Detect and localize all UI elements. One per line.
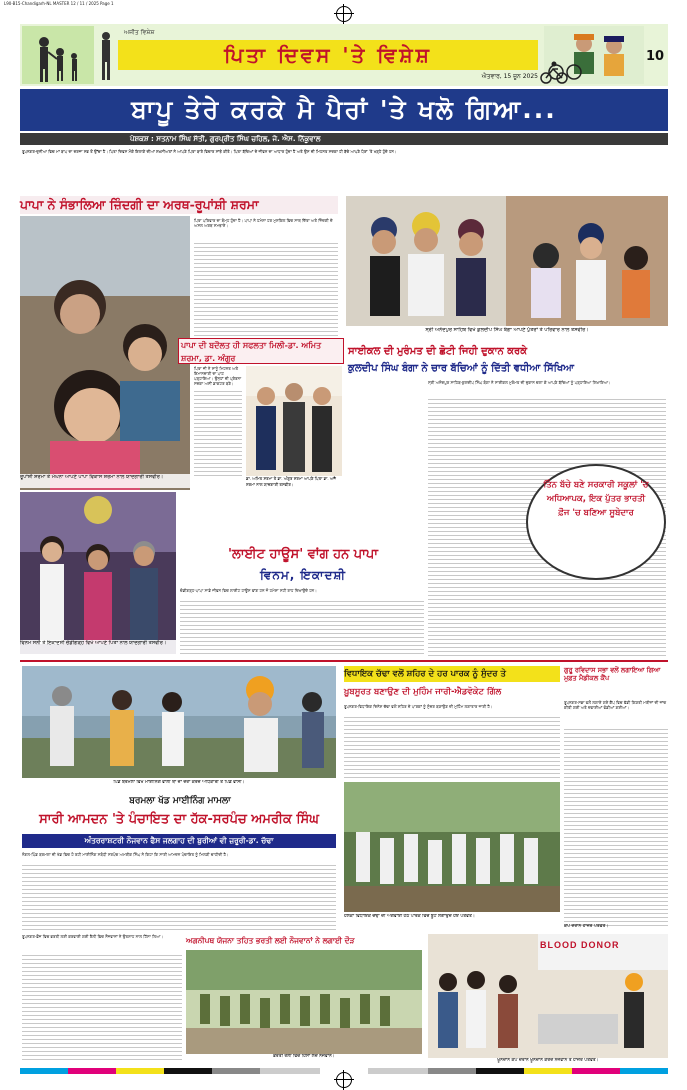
amit-story-body: ਪਿਤਾ ਜੀ ਨੇ ਸਾਨੂੰ ਮਿਹਨਤ ਅਤੇ ਇਮਾਨਦਾਰੀ ਦਾ ਪਾਠ ਪੜ੍ਹਾਇਆ। ਉਨ੍ਹਾਂ ਦੀ ਪ੍ਰੇਰਨਾ ਸਦਕਾ ਅਸੀਂ ਡਾਕਟਰ ਬਣੇ।	[194, 366, 242, 386]
cycle-story-callout-text: ਤਿੰਨ ਬੱਚੇ ਬਣੇ ਸਰਕਾਰੀ ਸਕੂਲਾਂ 'ਚ ਅਧਿਆਪਕ, ਇਕ ਪੁੱਤਰ ਭਾਰਤੀ ਫ਼ੌਜ 'ਚ ਬਣਿਆ ਸੂਬੇਦਾਰ	[543, 480, 649, 518]
chadha-story-caption: ਹਲਕਾ ਵਿਧਾਇਕ ਚੱਢਾ ਦੀ ਅਗਵਾਈ ਹੇਠ ਪਾਰਕ ਵਿਚ ਬੂਟੇ ਲਗਾਉਂਦੇ ਹੋਏ ਪਤਵੰਤੇ।	[344, 914, 475, 919]
cycle-story-headline-2: ਕੁਲਦੀਪ ਸਿੰਘ ਬੰਗਾ ਨੇ ਚਾਰ ਬੱਚਿਆਂ ਨੂੰ ਦਿੱਤੀ ਵਧੀਆ ਸਿੱਖਿਆ	[348, 363, 575, 374]
banner-headline: ਬਾਪੂ ਤੇਰੇ ਕਰਕੇ ਮੈ ਪੈਰਾਂ 'ਤੇ ਖਲੋ ਗਿਆ...	[131, 95, 557, 124]
chadha-story-headline-2: ਖ਼ੂਬਸੂਰਤ ਬਣਾਉਣ ਦੀ ਮੁਹਿੰਮ ਜਾਰੀ-ਐਡਵੋਕੇਟ ਗਿੱਲ	[344, 687, 502, 697]
section-divider	[20, 660, 668, 662]
mining-story-photo-caption: ਪਿੰਡ ਬਰਮਲਾ ਵਿਖੇ ਮਾਈਨਿੰਗ ਵਾਲੀ ਥਾਂ ਦਾ ਦੌਰਾ ਕਰਦੇ ਅਧਿਕਾਰੀ ਤੇ ਪਿੰਡ ਵਾਸੀ।	[113, 780, 245, 785]
mining-story-body: ਨੰਗਲ-ਪਿੰਡ ਬਰਮਲਾ ਦੀ ਖੱਡ ਵਿਚ ਹੋ ਰਹੀ ਮਾਈਨਿੰਗ ਸਬੰਧੀ ਸਰਪੰਚ ਅਮਰੀਕ ਸਿੰਘ ਨੇ ਕਿਹਾ ਕਿ ਸਾਰੀ ਆਮਦਨ ਪੰਚਾਇਤ ਨੂੰ ਮਿਲਣੀ ਚਾਹੀਦੀ ਹੈ।	[22, 852, 229, 857]
color-bar-icon	[20, 1068, 320, 1074]
right-column-body: ਰੂਪਨਗਰ-ਸਭਾ ਵਲੋਂ ਲਗਾਏ ਗਏ ਕੈਂਪ ਵਿਚ ਵੱਡੀ ਗਿਣਤੀ ਮਰੀਜ਼ਾਂ ਦੀ ਜਾਂਚ ਕੀਤੀ ਗਈ ਅਤੇ ਦਵਾਈਆਂ ਵੰਡੀਆਂ ਗਈਆਂ।	[564, 700, 667, 710]
mining-story-kicker: ਬਰਮਲਾ ਖੱਡ ਮਾਈਨਿੰਗ ਮਾਮਲਾ	[129, 796, 231, 806]
top-right-family-photo	[346, 196, 668, 326]
registration-mark-icon	[336, 6, 352, 22]
intro-text: ਰੂਪਨਗਰ-ਦੁਨੀਆ ਵਿਚ ਮਾਂ ਬਾਪ ਦਾ ਦਰਜਾ ਸਭ ਤੋਂ ਉੱਚਾ ਹੈ। ਪਿਤਾ ਦਿਵਸ ਮੌਕੇ ਇਲਾਕੇ ਦੀਆਂ ਸ਼ਖ਼ਸੀਅਤਾਂ ਨੇ ਆਪਣੇ ਪਿਤਾ ਬਾਰੇ ਵਿਚਾਰ ਸਾਂਝੇ ਕੀਤੇ। ਪਿਤਾ ਬੱਚਿਆਂ ਦੇ ਜੀਵਨ ਦਾ ਆਧਾਰ ਹੁੰਦਾ ਹੈ ਅਤੇ ਉਸ ਦੀ ਮਿਹਨਤ ਸਦਕਾ ਹੀ ਬੱਚੇ ਆਪਣੇ ਪੈਰਾਂ 'ਤੇ ਖੜ੍ਹੇ ਹੁੰਦੇ ਹਨ।	[22, 149, 397, 154]
header-title: ਪਿਤਾ ਦਿਵਸ 'ਤੇ ਵਿਸ਼ੇਸ਼	[224, 43, 432, 67]
lighthouse-story-subhead: ਵਿਨਮ, ਇਕਾਦਸ਼ੀ	[259, 568, 347, 582]
mining-story-body-filler	[22, 862, 336, 932]
lighthouse-story-body: ਚੰਡੀਗੜ੍ਹ-ਪਾਪਾ ਸਾਡੇ ਜੀਵਨ ਵਿਚ ਲਾਈਟ ਹਾਊਸ ਵਾਂਗ ਹਨ ਜੋ ਹਮੇਸ਼ਾ ਸਹੀ ਰਾਹ ਦਿਖਾਉਂਦੇ ਹਨ।	[180, 588, 317, 593]
mining-story-photo	[22, 666, 336, 778]
blood-camp-banner: BLOOD DONOR	[540, 940, 620, 950]
family-silhouette-icon	[22, 26, 94, 84]
byline: ਪੇਸ਼ਕਸ਼ : ਸਤਨਾਮ ਸਿੰਘ ਸੱਤੀ, ਗੁਰਪ੍ਰੀਤ ਸਿੰਘ ਚਹਿਲ, ਜੇ. ਐਸ. ਨਿੱਕੂਵਾਲ	[130, 135, 321, 143]
father-daughter-silhouette-icon	[96, 30, 116, 82]
right-column-body-filler	[564, 726, 668, 926]
agniveer-story-body: ਰੂਪਨਗਰ-ਫ਼ੌਜ ਵਿਚ ਭਰਤੀ ਲਈ ਕਰਵਾਈ ਗਈ ਰੈਲੀ ਵਿਚ ਨੌਜਵਾਨਾਂ ਨੇ ਉਤਸ਼ਾਹ ਨਾਲ ਹਿੱਸਾ ਲਿਆ।	[22, 934, 164, 939]
amit-story-photo	[246, 366, 342, 476]
slug-line: L90-B15-Chandigarh-NL MASTER 12 / 11 / 2025 Page 1	[4, 1, 114, 6]
amit-story-body-filler	[194, 388, 242, 476]
lighthouse-story-body-filler	[180, 598, 424, 654]
color-bar-icon	[368, 1068, 668, 1074]
agniveer-story-caption: ਭਰਤੀ ਰੈਲੀ ਵਿਚ ਹਿੱਸਾ ਲੈਂਦੇ ਨੌਜਵਾਨ।	[273, 1054, 335, 1059]
lighthouse-story-photo	[20, 492, 176, 654]
agniveer-story-photo	[186, 950, 422, 1054]
cycle-story-body: ਸ੍ਰੀ ਅਨੰਦਪੁਰ ਸਾਹਿਬ-ਕੁਲਦੀਪ ਸਿੰਘ ਬੰਗਾ ਨੇ ਸਾਈਕਲ ਮੁਰੰਮਤ ਦੀ ਦੁਕਾਨ ਚਲਾ ਕੇ ਆਪਣੇ ਬੱਚਿਆਂ ਨੂੰ ਪੜ੍ਹਾਇਆ ਲਿਖਾਇਆ।	[428, 380, 611, 385]
top-right-photo-caption: ਸ੍ਰੀ ਅਨੰਦਪੁਰ ਸਾਹਿਬ ਵਿਖੇ ਕੁਲਦੀਪ ਸਿੰਘ ਬੰਗਾ ਆਪਣੇ ਪੁੱਤਰਾਂ ਤੇ ਪਰਿਵਾਰ ਨਾਲ ਤਸਵੀਰ।	[425, 327, 589, 333]
lighthouse-story-caption: ਵਿਨਮ ਸੋਨੀ ਤੇ ਇਕਾਦਸ਼ੀ ਚੰਡੀਗੜ੍ਹ ਵਿਖੇ ਆਪਣੇ ਪਿਤਾ ਨਾਲ ਯਾਦਗਾਰੀ ਤਸਵੀਰ।	[20, 640, 176, 654]
chadha-story-photo	[344, 782, 560, 912]
mining-story-headline: ਸਾਰੀ ਆਮਦਨ 'ਤੇ ਪੰਚਾਇਤ ਦਾ ਹੱਕ-ਸਰਪੰਚ ਅਮਰੀਕ ਸਿੰਘ	[39, 812, 319, 827]
chadha-story-body: ਰੂਪਨਗਰ-ਵਿਧਾਇਕ ਦਿਨੇਸ਼ ਚੱਢਾ ਵਲੋਂ ਸ਼ਹਿਰ ਦੇ ਪਾਰਕਾਂ ਨੂੰ ਸੁੰਦਰ ਬਣਾਉਣ ਦੀ ਮੁਹਿੰਮ ਲਗਾਤਾਰ ਜਾਰੀ ਹੈ।	[344, 704, 493, 709]
mining-story-subhead: ਅੰਤਰਰਾਸ਼ਟਰੀ ਨੌਜਵਾਨ ਫੈਸ ਜਲਗਾਹ ਦੀ ਬੁਰੀਆਂ ਵੀ ਜ਼ਰੂਰੀ-ਡਾ. ਚੱਢਾ	[22, 834, 336, 848]
registration-mark-icon	[336, 1072, 352, 1088]
left-story-body: ਪਿਤਾ ਪਰਿਵਾਰ ਦਾ ਥੰਮ੍ਹ ਹੁੰਦਾ ਹੈ। ਪਾਪਾ ਨੇ ਹਮੇਸ਼ਾ ਹਰ ਮੁਸ਼ਕਿਲ ਵਿਚ ਸਾਥ ਦਿੱਤਾ ਅਤੇ ਜ਼ਿੰਦਗੀ ਦੇ ਅਸਲ ਅਰਥ ਸਮਝਾਏ।	[194, 218, 333, 228]
amit-story-caption: ਡਾ. ਅਮਿਤ ਸ਼ਰਮਾ ਤੇ ਡਾ. ਅੰਗੁਰ ਸ਼ਰਮਾ ਆਪਣੇ ਪਿਤਾ ਡਾ. ਅਜੈ ਸ਼ਰਮਾ ਨਾਲ ਯਾਦਗਾਰੀ ਤਸਵੀਰ।	[246, 476, 336, 487]
left-story-headline: ਪਾਪਾ ਨੇ ਸੰਭਾਲਿਆ ਜ਼ਿੰਦਗੀ ਦਾ ਅਰਥ-ਰੂਪਾਂਸ਼ੀ ਸ਼ਰਮਾ	[20, 196, 338, 214]
chadha-story-headline-1: ਵਿਧਾਇਕ ਚੱਢਾ ਵਲੋਂ ਸ਼ਹਿਰ ਦੇ ਹਰ ਪਾਰਕ ਨੂੰ ਸੁੰਦਰ ਤੇ	[344, 666, 560, 682]
page-number: 10	[645, 49, 665, 64]
left-story-photo-caption: ਰੂਪਾਂਸ਼ੀ ਸ਼ਰਮਾ ਤੇ ਮੇਘਨਾ ਆਪਣੇ ਪਾਪਾ ਵਿਕਾਸ ਸ਼ਰਮਾ ਨਾਲ ਯਾਦਗਾਰੀ ਤਸਵੀਰ।	[20, 474, 190, 488]
blood-camp-photo	[428, 934, 668, 1058]
header-date: ਐਤਵਾਰ, 15 ਜੂਨ 2025	[481, 73, 538, 80]
cyclist-silhouette-icon	[540, 60, 568, 84]
right-column-caption: ਕੈਂਪ ਦੌਰਾਨ ਹਾਜ਼ਰ ਪਤਵੰਤੇ।	[564, 924, 609, 929]
header-small-label: ਅਜੀਤ ਵਿਸ਼ੇਸ਼	[124, 29, 155, 36]
chadha-story-body-filler	[344, 714, 560, 780]
right-column-headline: ਗੁਰੂ ਰਵਿਦਾਸ ਸਭਾ ਵਲੋਂ ਲਗਾਇਆ ਗਿਆ ਮੁਫ਼ਤ ਮੈਡੀਕਲ ਕੈਂਪ	[564, 666, 661, 682]
cycle-story-headline-1: ਸਾਈਕਲ ਦੀ ਮੁਰੰਮਤ ਦੀ ਛੋਟੀ ਜਿਹੀ ਦੁਕਾਨ ਕਰਕੇ	[348, 346, 528, 357]
blood-camp-caption: ਖ਼ੂਨਦਾਨ ਕੈਂਪ ਦੌਰਾਨ ਖ਼ੂਨਦਾਨ ਕਰਦੇ ਨੌਜਵਾਨ ਤੇ ਹਾਜ਼ਰ ਪਤਵੰਤੇ।	[497, 1058, 599, 1063]
lighthouse-story-headline: 'ਲਾਈਟ ਹਾਊਸ' ਵਾਂਗ ਹਨ ਪਾਪਾ	[228, 547, 378, 562]
agniveer-story-body-filler	[22, 952, 182, 1060]
left-story-photo	[20, 216, 190, 490]
amit-story-headline: ਪਾਪਾ ਦੀ ਬਦੌਲਤ ਹੀ ਸਫਲਤਾ ਮਿਲੀ-ਡਾ. ਅਮਿਤ ਸ਼ਰਮਾ, ਡਾ. ਅੰਗੁਰ	[178, 338, 344, 364]
left-story-body-filler	[194, 240, 338, 336]
agniveer-story-headline: ਅਗਨੀਪਥ ਯੋਜਨਾ ਤਹਿਤ ਭਰਤੀ ਲਈ ਨੌਜਵਾਨਾਂ ਨੇ ਲਗਾਈ ਦੌੜ	[186, 936, 355, 945]
